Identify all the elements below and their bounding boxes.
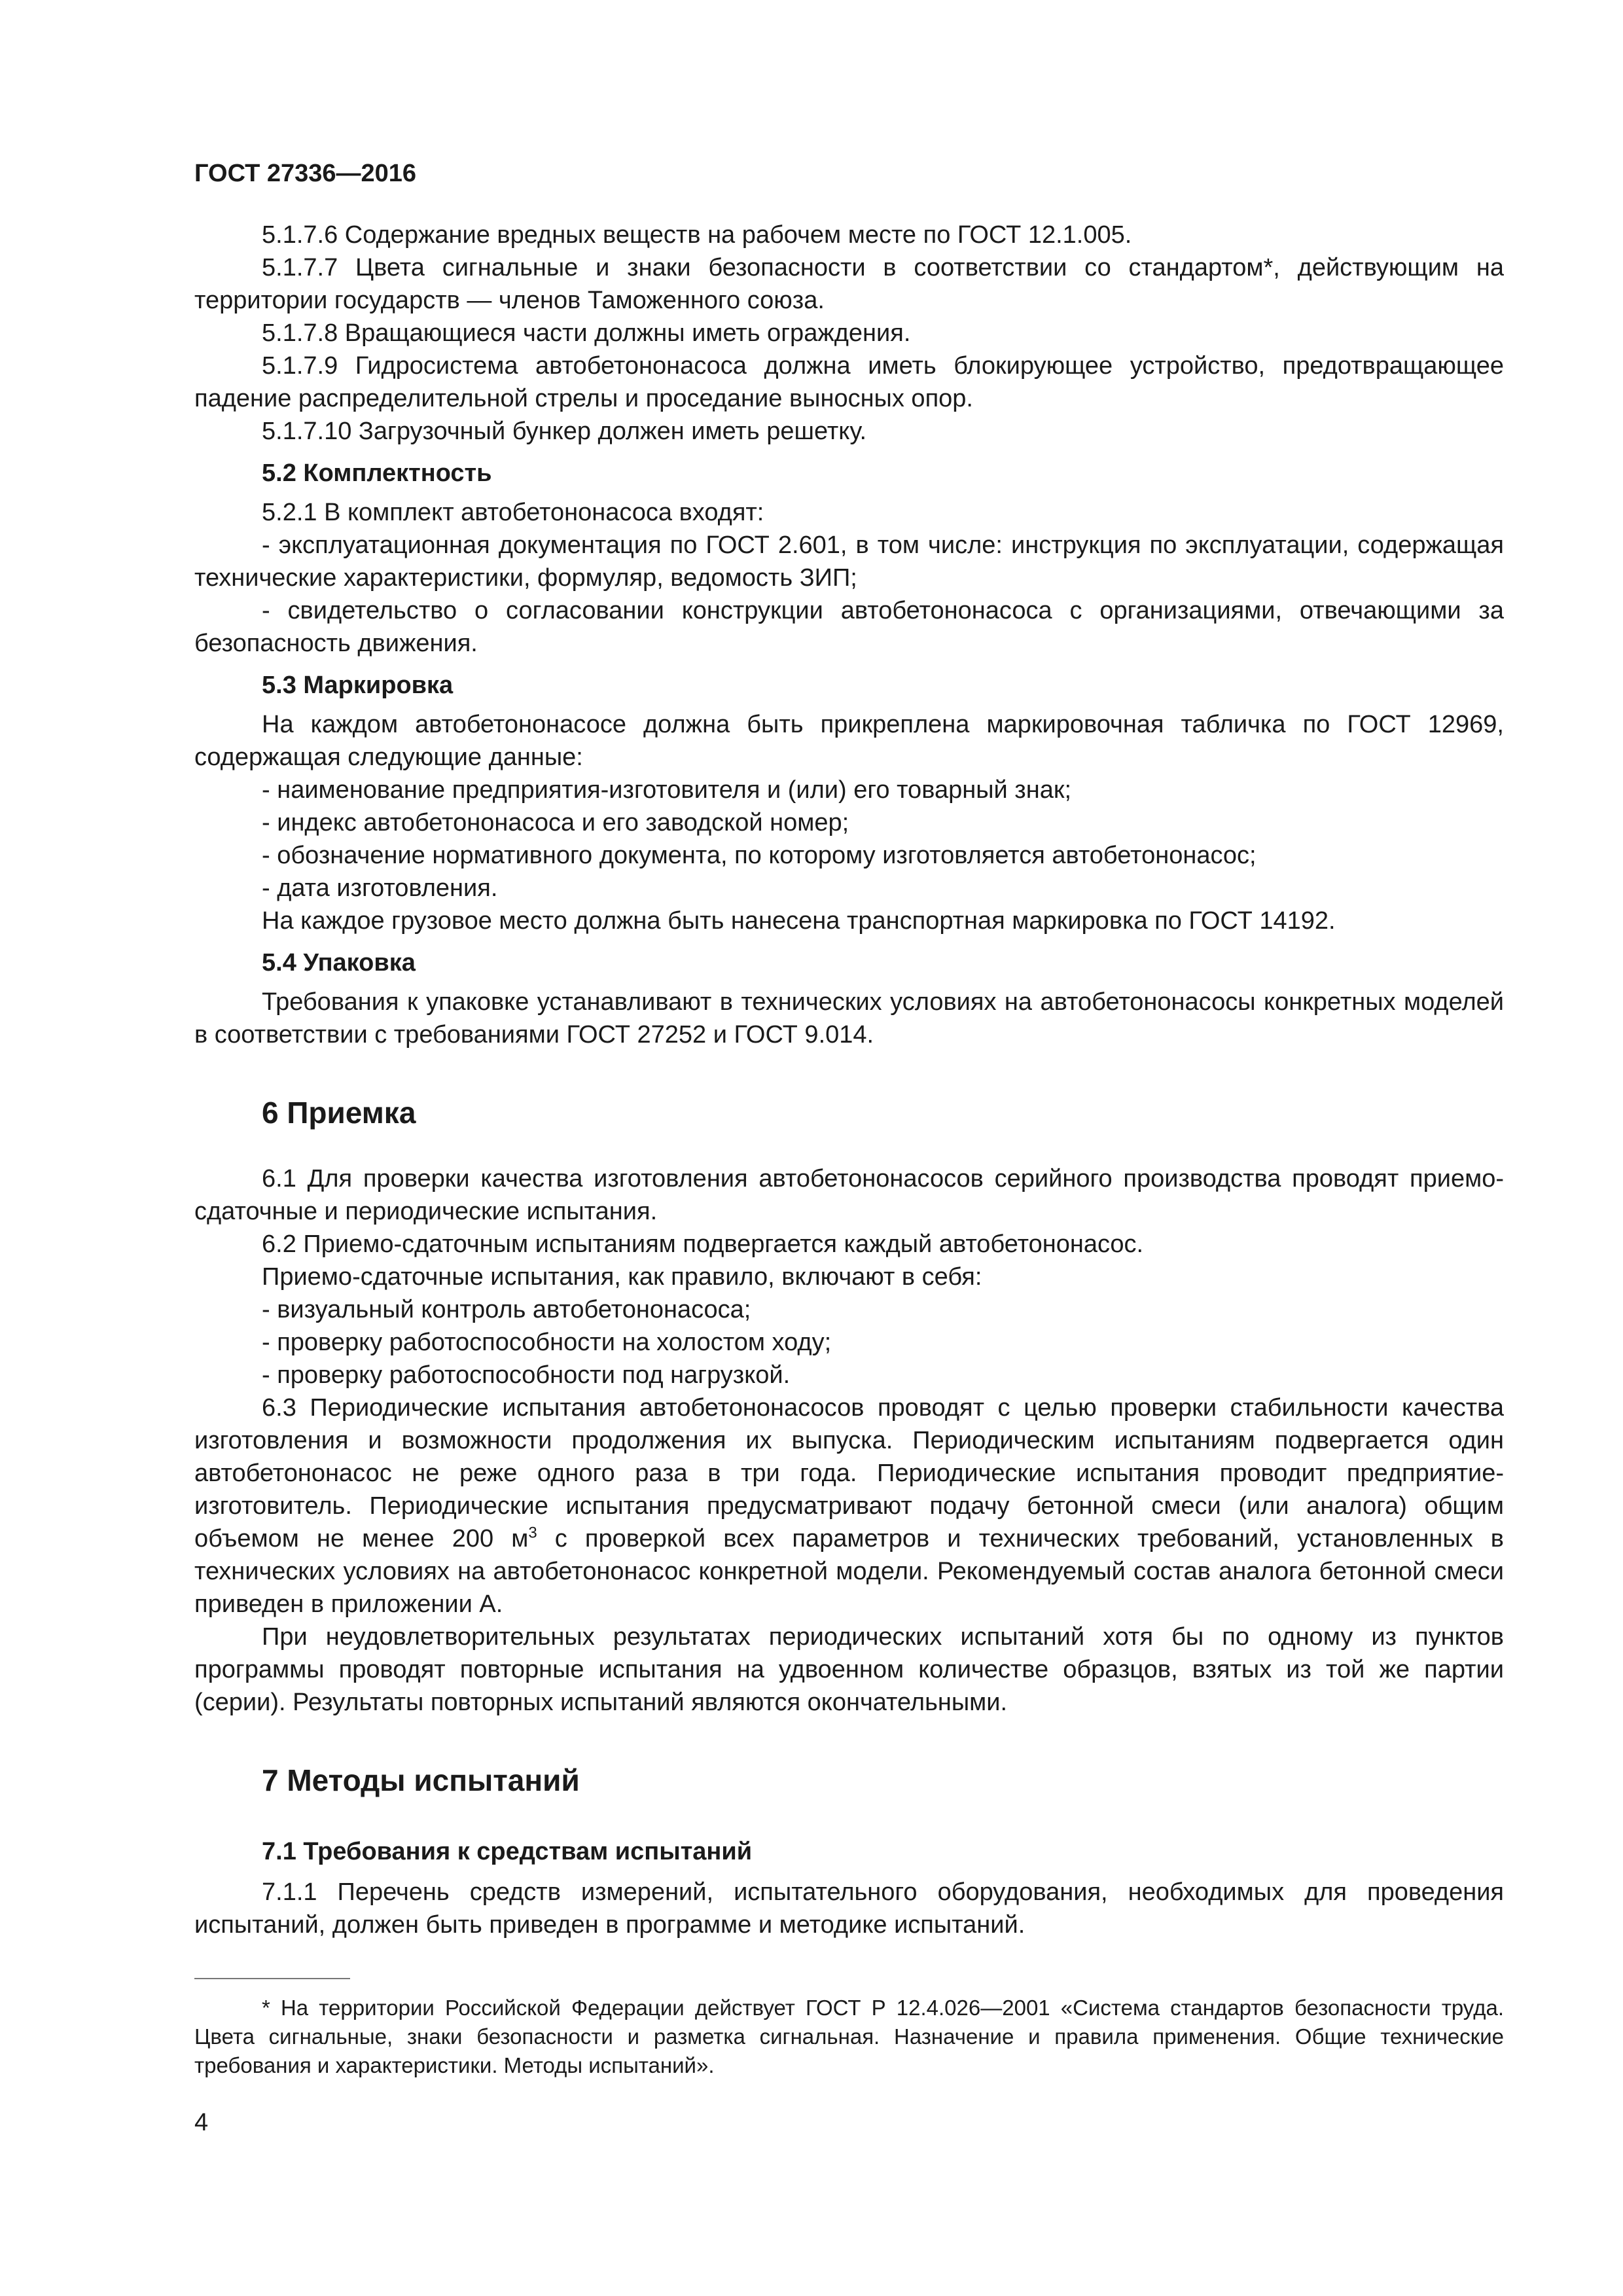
list-item: - эксплуатационная документация по ГОСТ 2.601, в том числе: инструкция по эксплуатации, содержащая технические характеристики, формуляр, ведомость ЗИП; <box>194 531 1504 592</box>
list-item: - проверку работоспособности на холостом ходу; <box>262 1329 832 1356</box>
clause-6-1: 6.1 Для проверки качества изготовления автобетононасосов серийного производства проводят приемо-сдаточные и периодические испытания. <box>194 1165 1504 1225</box>
footnote-divider <box>194 1978 350 1979</box>
clause-6-3-text: 6.3 Периодические испытания автобетононасосов проводят с целью проверки стабильности качества изготовления и возможности продолжения их выпуска. Периодическим испытаниям подвергается один автобетононасос не реже одного раза в три года. Периодические испытания проводит предприятие-изготовитель. Периодические испытания предусматривают подачу бетонной смеси (или аналога) общим объемом не менее 200 м <box>194 1394 1504 1552</box>
clause-7-1-1: 7.1.1 Перечень средств измерений, испытательного оборудования, необходимых для проведения испытаний, должен быть приведен в программе и методике испытаний. <box>194 1878 1504 1939</box>
list-item: - визуальный контроль автобетононасоса; <box>262 1296 751 1323</box>
footnote: * На территории Российской Федерации действует ГОСТ Р 12.4.026—2001 «Система стандартов безопасности труда. Цвета сигнальные, знаки безопасности и разметка сигнальная. Назначение и правила применения. Общие технические требования и характеристики. Методы испытаний». <box>194 1996 1504 2077</box>
clause-5-1-7-8: 5.1.7.8 Вращающиеся части должны иметь ограждения. <box>262 319 911 347</box>
list-item: - наименование предприятия-изготовителя и (или) его товарный знак; <box>262 776 1072 804</box>
paragraph: Требования к упаковке устанавливают в технических условиях на автобетононасосы конкретных моделей в соответствии с требованиями ГОСТ 27252 и ГОСТ 9.014. <box>194 988 1504 1049</box>
paragraph: На каждое грузовое место должна быть нанесена транспортная маркировка по ГОСТ 14192. <box>262 907 1336 935</box>
list-item: - свидетельство о согласовании конструкции автобетононасоса с организациями, отвечающими за безопасность движения. <box>194 597 1504 657</box>
section-6-heading: 6 Приемка <box>262 1096 416 1130</box>
clause-5-1-7-6: 5.1.7.6 Содержание вредных веществ на рабочем месте по ГОСТ 12.1.005. <box>262 221 1132 249</box>
section-5-4-heading: 5.4 Упаковка <box>262 949 416 977</box>
clause-6-3 <box>194 1391 1504 1621</box>
list-item: - обозначение нормативного документа, по которому изготовляется автобетононасос; <box>262 842 1257 869</box>
clause-6-3-text-cont: с проверкой всех параметров и технических требований, установленных в технических условиях на автобетононасос конкретной модели. Рекомендуемый состав аналога бетонной смеси приведен в приложении А. <box>194 1525 1504 1618</box>
page-number: 4 <box>194 2109 209 2136</box>
paragraph: На каждом автобетононасосе должна быть прикреплена маркировочная табличка по ГОСТ 12969, содержащая следующие данные: <box>194 711 1504 771</box>
clause-5-1-7-10: 5.1.7.10 Загрузочный бункер должен иметь решетку. <box>262 418 867 445</box>
section-7-heading: 7 Методы испытаний <box>262 1763 580 1797</box>
clause-5-1-7-9: 5.1.7.9 Гидросистема автобетононасоса должна иметь блокирующее устройство, предотвращающее падение распределительной стрелы и проседание выносных опор. <box>194 352 1504 412</box>
list-item: - проверку работоспособности под нагрузкой. <box>262 1361 791 1389</box>
clause-6-2: 6.2 Приемо-сдаточным испытаниям подвергается каждый автобетононасос. <box>262 1230 1144 1258</box>
paragraph: При неудовлетворительных результатах периодических испытаний хотя бы по одному из пунктов программы проводят повторные испытания на удвоенном количестве образцов, взятых из той же партии (серии). Результаты повторных испытаний являются окончательными. <box>194 1623 1504 1716</box>
paragraph: Приемо-сдаточные испытания, как правило, включают в себя: <box>262 1263 982 1291</box>
section-5-3-heading: 5.3 Маркировка <box>262 672 454 699</box>
list-item: - индекс автобетононасоса и его заводской номер; <box>262 809 849 836</box>
section-5-2-heading: 5.2 Комплектность <box>262 459 492 487</box>
document-header: ГОСТ 27336—2016 <box>194 160 417 187</box>
clause-5-1-7-7: 5.1.7.7 Цвета сигнальные и знаки безопасности в соответствии со стандартом*, действующим на территории государств — членов Таможенного союза. <box>194 254 1504 314</box>
section-7-1-heading: 7.1 Требования к средствам испытаний <box>262 1838 753 1865</box>
clause-5-2-1: 5.2.1 В комплект автобетононасоса входят: <box>262 499 764 526</box>
superscript: 3 <box>528 1524 537 1542</box>
list-item: - дата изготовления. <box>262 874 498 902</box>
